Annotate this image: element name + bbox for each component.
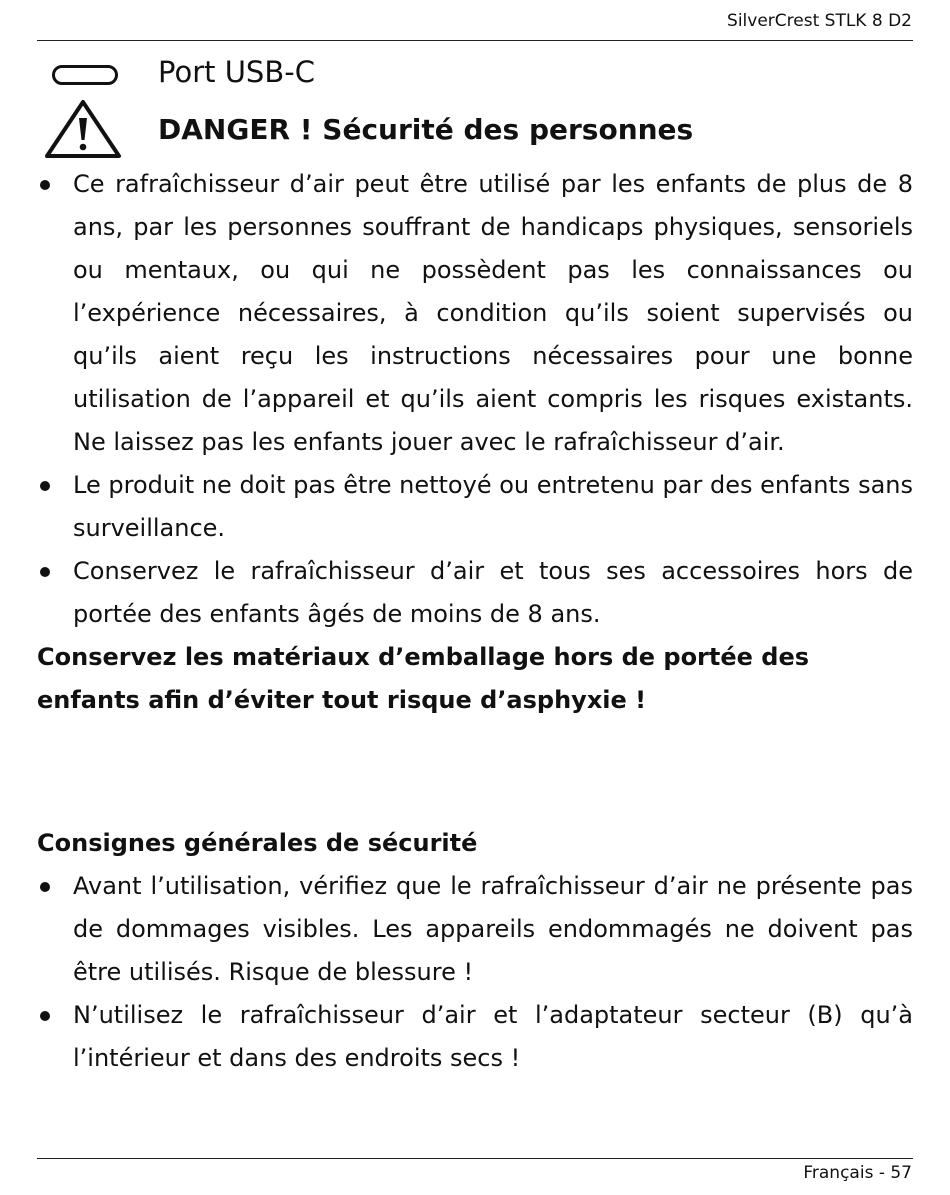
bullet-text: N’utilisez le rafraîchisseur d’air et l’adaptateur secteur (B) qu’à l’intérieur et dans des endroits secs !: [73, 1001, 913, 1072]
packaging-warning: Conservez les matériaux d’emballage hors de portée des enfants afin d’éviter tout risque d’asphyxie !: [37, 643, 810, 714]
danger-bullet-list: [37, 163, 913, 636]
bullet-text: Avant l’utilisation, vérifiez que le rafraîchisseur d’air ne présente pas de dommages visibles. Les appareils endommagés ne doivent pas être utilisés. Risque de blessure !: [73, 872, 913, 986]
list-item: [37, 163, 913, 464]
usb-port-label: Port USB-C: [158, 55, 315, 89]
general-safety-heading: Consignes générales de sécurité: [37, 829, 478, 857]
danger-title: DANGER ! Sécurité des personnes: [158, 113, 694, 146]
bullet-icon: [40, 882, 50, 892]
footer-rule: [37, 1158, 913, 1159]
usb-port-icon: [52, 65, 118, 85]
header-product-name: SilverCrest STLK 8 D2: [727, 11, 912, 31]
list-item: [37, 550, 913, 636]
bullet-text: Conservez le rafraîchisseur d’air et tous ses accessoires hors de portée des enfants âgés de moins de 8 ans.: [73, 557, 913, 628]
list-item: [37, 994, 913, 1080]
bullet-icon: [40, 481, 50, 491]
bullet-icon: [40, 1011, 50, 1021]
header-rule: [37, 40, 913, 41]
general-bullet-list: [37, 865, 913, 1080]
general-safety-section: [37, 822, 913, 1080]
danger-section: [37, 163, 913, 722]
bullet-icon: [40, 567, 50, 577]
list-item: [37, 865, 913, 994]
bullet-icon: [40, 180, 50, 190]
bullet-text: Ce rafraîchisseur d’air peut être utilisé par les enfants de plus de 8 ans, par les personnes souffrant de handicaps physiques, sensoriels ou mentaux, ou qui ne possèdent pas les connaissances ou l’expérience nécessaires, à condition qu’ils soient supervisés ou qu’ils aient reçu les instructions nécessaires pour une bonne utilisation de l’appareil et qu’ils aient compris les risques existants. Ne laissez pas les enfants jouer avec le rafraîchisseur d’air.: [73, 170, 913, 456]
warning-triangle-icon: [43, 98, 123, 160]
list-item: [37, 464, 913, 550]
page-number: Français - 57: [803, 1163, 912, 1183]
bullet-text: Le produit ne doit pas être nettoyé ou entretenu par des enfants sans surveillance.: [73, 471, 913, 542]
